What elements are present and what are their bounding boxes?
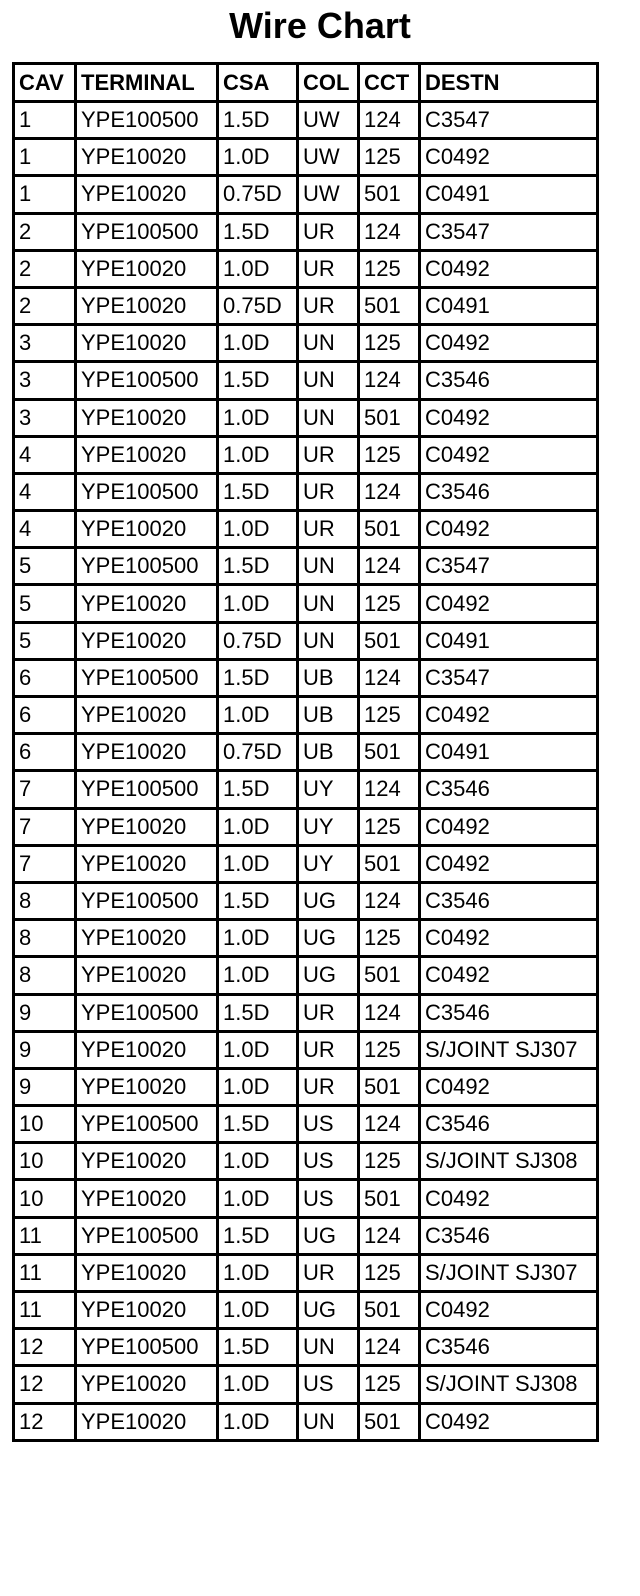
- cell-destn: C3546: [420, 362, 598, 399]
- cell-csa: 1.0D: [218, 845, 298, 882]
- cell-col: UB: [298, 734, 359, 771]
- cell-col: UN: [298, 585, 359, 622]
- cell-cct: 125: [359, 1143, 420, 1180]
- cell-col: UN: [298, 548, 359, 585]
- cell-csa: 1.0D: [218, 511, 298, 548]
- cell-cct: 125: [359, 436, 420, 473]
- table-row: [14, 176, 598, 213]
- cell-destn: C0492: [420, 920, 598, 957]
- cell-destn: C0492: [420, 1403, 598, 1440]
- cell-csa: 1.5D: [218, 362, 298, 399]
- table-row: [14, 139, 598, 176]
- cell-cav: 12: [14, 1366, 76, 1403]
- cell-csa: 1.5D: [218, 102, 298, 139]
- cell-cav: 2: [14, 250, 76, 287]
- page-title: Wire Chart: [229, 5, 411, 46]
- cell-csa: 0.75D: [218, 622, 298, 659]
- cell-terminal: YPE10020: [76, 511, 218, 548]
- cell-cav: 1: [14, 139, 76, 176]
- cell-cct: 125: [359, 1366, 420, 1403]
- cell-cav: 5: [14, 548, 76, 585]
- cell-destn: C0491: [420, 176, 598, 213]
- cell-csa: 1.0D: [218, 957, 298, 994]
- cell-cav: 9: [14, 1068, 76, 1105]
- cell-cav: 8: [14, 920, 76, 957]
- cell-cct: 501: [359, 734, 420, 771]
- cell-terminal: YPE100500: [76, 102, 218, 139]
- cell-terminal: YPE10020: [76, 1031, 218, 1068]
- cell-csa: 0.75D: [218, 287, 298, 324]
- cell-terminal: YPE100500: [76, 1217, 218, 1254]
- cell-cct: 124: [359, 659, 420, 696]
- cell-csa: 1.0D: [218, 697, 298, 734]
- cell-cav: 8: [14, 957, 76, 994]
- header-destn: DESTN: [420, 64, 598, 102]
- cell-cct: 125: [359, 325, 420, 362]
- header-cct: CCT: [359, 64, 420, 102]
- table-row: [14, 213, 598, 250]
- cell-cav: 3: [14, 325, 76, 362]
- table-row: [14, 102, 598, 139]
- cell-col: US: [298, 1366, 359, 1403]
- cell-terminal: YPE10020: [76, 287, 218, 324]
- cell-terminal: YPE10020: [76, 1068, 218, 1105]
- table-row: [14, 473, 598, 510]
- cell-cct: 501: [359, 1068, 420, 1105]
- cell-destn: C0491: [420, 287, 598, 324]
- table-row: [14, 511, 598, 548]
- header-terminal: TERMINAL: [76, 64, 218, 102]
- cell-destn: C3546: [420, 1106, 598, 1143]
- cell-cav: 12: [14, 1329, 76, 1366]
- cell-col: UB: [298, 659, 359, 696]
- cell-col: UG: [298, 957, 359, 994]
- table-row: [14, 920, 598, 957]
- cell-destn: C3546: [420, 771, 598, 808]
- cell-col: UR: [298, 994, 359, 1031]
- cell-col: US: [298, 1180, 359, 1217]
- cell-destn: C3546: [420, 994, 598, 1031]
- cell-cct: 501: [359, 176, 420, 213]
- cell-col: UR: [298, 436, 359, 473]
- cell-destn: C0492: [420, 1180, 598, 1217]
- table-row: [14, 548, 598, 585]
- cell-cav: 7: [14, 771, 76, 808]
- table-row: [14, 659, 598, 696]
- cell-csa: 1.5D: [218, 659, 298, 696]
- table-row: [14, 697, 598, 734]
- cell-terminal: YPE10020: [76, 139, 218, 176]
- cell-csa: 1.5D: [218, 882, 298, 919]
- cell-terminal: YPE10020: [76, 399, 218, 436]
- cell-csa: 1.0D: [218, 399, 298, 436]
- cell-terminal: YPE10020: [76, 1180, 218, 1217]
- cell-destn: C3547: [420, 548, 598, 585]
- cell-terminal: YPE100500: [76, 771, 218, 808]
- cell-cct: 125: [359, 250, 420, 287]
- cell-col: UN: [298, 1329, 359, 1366]
- table-row: [14, 362, 598, 399]
- cell-col: UN: [298, 362, 359, 399]
- cell-terminal: YPE10020: [76, 436, 218, 473]
- cell-col: UR: [298, 250, 359, 287]
- cell-cct: 501: [359, 287, 420, 324]
- cell-csa: 0.75D: [218, 176, 298, 213]
- cell-cav: 4: [14, 473, 76, 510]
- cell-terminal: YPE10020: [76, 325, 218, 362]
- header-col: COL: [298, 64, 359, 102]
- cell-terminal: YPE10020: [76, 1143, 218, 1180]
- cell-terminal: YPE10020: [76, 697, 218, 734]
- cell-terminal: YPE10020: [76, 1366, 218, 1403]
- table-row: [14, 325, 598, 362]
- cell-col: UR: [298, 213, 359, 250]
- cell-cav: 4: [14, 511, 76, 548]
- cell-destn: S/JOINT SJ307: [420, 1254, 598, 1291]
- cell-destn: C0491: [420, 734, 598, 771]
- cell-cct: 125: [359, 139, 420, 176]
- table-row: [14, 845, 598, 882]
- cell-destn: S/JOINT SJ307: [420, 1031, 598, 1068]
- cell-cav: 4: [14, 436, 76, 473]
- table-row: [14, 287, 598, 324]
- cell-terminal: YPE10020: [76, 250, 218, 287]
- cell-csa: 1.5D: [218, 548, 298, 585]
- cell-terminal: YPE100500: [76, 882, 218, 919]
- cell-cct: 501: [359, 622, 420, 659]
- cell-terminal: YPE100500: [76, 1106, 218, 1143]
- cell-col: UW: [298, 176, 359, 213]
- cell-col: UY: [298, 771, 359, 808]
- cell-destn: C0492: [420, 399, 598, 436]
- cell-cav: 1: [14, 102, 76, 139]
- cell-col: UW: [298, 102, 359, 139]
- cell-csa: 1.0D: [218, 585, 298, 622]
- cell-csa: 1.5D: [218, 771, 298, 808]
- cell-cct: 125: [359, 808, 420, 845]
- table-row: [14, 1180, 598, 1217]
- cell-col: UN: [298, 399, 359, 436]
- cell-cav: 10: [14, 1106, 76, 1143]
- cell-cav: 8: [14, 882, 76, 919]
- cell-destn: C3546: [420, 1217, 598, 1254]
- cell-terminal: YPE10020: [76, 176, 218, 213]
- cell-col: UR: [298, 287, 359, 324]
- cell-csa: 0.75D: [218, 734, 298, 771]
- cell-destn: C3546: [420, 1329, 598, 1366]
- cell-terminal: YPE10020: [76, 920, 218, 957]
- cell-terminal: YPE10020: [76, 734, 218, 771]
- cell-cct: 501: [359, 845, 420, 882]
- cell-col: UR: [298, 1254, 359, 1291]
- table-row: [14, 1106, 598, 1143]
- header-cav: CAV: [14, 64, 76, 102]
- table-row: [14, 250, 598, 287]
- cell-cav: 3: [14, 362, 76, 399]
- cell-cct: 501: [359, 1292, 420, 1329]
- cell-csa: 1.0D: [218, 808, 298, 845]
- cell-destn: S/JOINT SJ308: [420, 1143, 598, 1180]
- cell-csa: 1.5D: [218, 213, 298, 250]
- cell-destn: C3547: [420, 659, 598, 696]
- cell-col: UR: [298, 473, 359, 510]
- cell-terminal: YPE10020: [76, 845, 218, 882]
- cell-destn: C0492: [420, 1292, 598, 1329]
- cell-destn: C0492: [420, 250, 598, 287]
- table-row: [14, 808, 598, 845]
- cell-destn: C0492: [420, 957, 598, 994]
- cell-col: UG: [298, 1217, 359, 1254]
- table-row: [14, 1292, 598, 1329]
- table-row: [14, 622, 598, 659]
- cell-cav: 6: [14, 697, 76, 734]
- cell-terminal: YPE100500: [76, 362, 218, 399]
- table-row: [14, 1254, 598, 1291]
- cell-cav: 9: [14, 994, 76, 1031]
- cell-csa: 1.0D: [218, 139, 298, 176]
- cell-csa: 1.0D: [218, 250, 298, 287]
- cell-col: US: [298, 1106, 359, 1143]
- cell-cct: 501: [359, 1403, 420, 1440]
- cell-cct: 124: [359, 994, 420, 1031]
- cell-cav: 5: [14, 622, 76, 659]
- cell-destn: C0492: [420, 808, 598, 845]
- cell-destn: C3547: [420, 102, 598, 139]
- cell-col: UG: [298, 920, 359, 957]
- table-row: [14, 957, 598, 994]
- cell-csa: 1.0D: [218, 325, 298, 362]
- cell-csa: 1.0D: [218, 1403, 298, 1440]
- cell-csa: 1.5D: [218, 1217, 298, 1254]
- table-header-row: [14, 64, 598, 102]
- table-row: [14, 1217, 598, 1254]
- header-csa: CSA: [218, 64, 298, 102]
- cell-destn: C0492: [420, 511, 598, 548]
- cell-cav: 10: [14, 1143, 76, 1180]
- cell-col: UY: [298, 808, 359, 845]
- cell-destn: C0492: [420, 697, 598, 734]
- cell-cav: 2: [14, 287, 76, 324]
- cell-col: UR: [298, 1031, 359, 1068]
- table-row: [14, 882, 598, 919]
- cell-terminal: YPE100500: [76, 659, 218, 696]
- cell-col: UG: [298, 882, 359, 919]
- table-row: [14, 1031, 598, 1068]
- cell-col: UR: [298, 511, 359, 548]
- cell-terminal: YPE100500: [76, 1329, 218, 1366]
- cell-csa: 1.0D: [218, 1068, 298, 1105]
- cell-destn: C0492: [420, 436, 598, 473]
- cell-cct: 501: [359, 511, 420, 548]
- cell-csa: 1.5D: [218, 1106, 298, 1143]
- cell-col: US: [298, 1143, 359, 1180]
- cell-col: UW: [298, 139, 359, 176]
- cell-cav: 11: [14, 1292, 76, 1329]
- cell-cav: 6: [14, 659, 76, 696]
- cell-csa: 1.5D: [218, 473, 298, 510]
- cell-csa: 1.0D: [218, 436, 298, 473]
- cell-cav: 7: [14, 845, 76, 882]
- cell-terminal: YPE10020: [76, 1292, 218, 1329]
- table-row: [14, 1403, 598, 1440]
- cell-col: UN: [298, 325, 359, 362]
- cell-terminal: YPE10020: [76, 957, 218, 994]
- cell-cav: 12: [14, 1403, 76, 1440]
- table-row: [14, 1329, 598, 1366]
- table-row: [14, 771, 598, 808]
- cell-terminal: YPE100500: [76, 473, 218, 510]
- cell-cav: 3: [14, 399, 76, 436]
- cell-cav: 2: [14, 213, 76, 250]
- cell-csa: 1.0D: [218, 1292, 298, 1329]
- cell-cct: 124: [359, 882, 420, 919]
- table-body: [14, 102, 598, 1441]
- cell-terminal: YPE10020: [76, 808, 218, 845]
- table-row: [14, 1143, 598, 1180]
- table-row: [14, 585, 598, 622]
- cell-terminal: YPE100500: [76, 548, 218, 585]
- cell-col: UN: [298, 1403, 359, 1440]
- cell-cav: 6: [14, 734, 76, 771]
- cell-cav: 11: [14, 1254, 76, 1291]
- cell-col: UN: [298, 622, 359, 659]
- cell-cct: 125: [359, 1031, 420, 1068]
- cell-destn: C3547: [420, 213, 598, 250]
- cell-cct: 124: [359, 362, 420, 399]
- cell-csa: 1.0D: [218, 1031, 298, 1068]
- cell-cav: 11: [14, 1217, 76, 1254]
- cell-destn: C0492: [420, 325, 598, 362]
- table-row: [14, 1366, 598, 1403]
- cell-cct: 501: [359, 399, 420, 436]
- cell-cct: 124: [359, 213, 420, 250]
- cell-csa: 1.0D: [218, 1254, 298, 1291]
- cell-csa: 1.0D: [218, 1180, 298, 1217]
- cell-cct: 124: [359, 1106, 420, 1143]
- cell-destn: C0492: [420, 139, 598, 176]
- cell-csa: 1.0D: [218, 1143, 298, 1180]
- cell-terminal: YPE10020: [76, 1254, 218, 1291]
- cell-destn: C0492: [420, 585, 598, 622]
- cell-cct: 124: [359, 102, 420, 139]
- cell-csa: 1.5D: [218, 994, 298, 1031]
- table-row: [14, 436, 598, 473]
- cell-cct: 124: [359, 473, 420, 510]
- cell-terminal: YPE10020: [76, 622, 218, 659]
- wire-chart-table: [12, 62, 599, 1442]
- cell-cav: 1: [14, 176, 76, 213]
- cell-destn: C3546: [420, 882, 598, 919]
- cell-terminal: YPE100500: [76, 213, 218, 250]
- cell-csa: 1.0D: [218, 920, 298, 957]
- table-row: [14, 399, 598, 436]
- cell-cct: 124: [359, 1217, 420, 1254]
- cell-destn: C0491: [420, 622, 598, 659]
- cell-destn: S/JOINT SJ308: [420, 1366, 598, 1403]
- cell-cct: 125: [359, 697, 420, 734]
- table-row: [14, 994, 598, 1031]
- cell-cav: 5: [14, 585, 76, 622]
- cell-cct: 125: [359, 1254, 420, 1291]
- cell-cct: 125: [359, 920, 420, 957]
- cell-cct: 501: [359, 1180, 420, 1217]
- cell-destn: C0492: [420, 1068, 598, 1105]
- cell-cct: 124: [359, 1329, 420, 1366]
- cell-cct: 124: [359, 548, 420, 585]
- cell-cav: 10: [14, 1180, 76, 1217]
- cell-csa: 1.5D: [218, 1329, 298, 1366]
- cell-cct: 124: [359, 771, 420, 808]
- cell-destn: C0492: [420, 845, 598, 882]
- cell-cct: 125: [359, 585, 420, 622]
- table-row: [14, 734, 598, 771]
- cell-terminal: YPE10020: [76, 1403, 218, 1440]
- cell-col: UY: [298, 845, 359, 882]
- cell-csa: 1.0D: [218, 1366, 298, 1403]
- cell-col: UG: [298, 1292, 359, 1329]
- cell-destn: C3546: [420, 473, 598, 510]
- cell-terminal: YPE100500: [76, 994, 218, 1031]
- cell-col: UB: [298, 697, 359, 734]
- table-row: [14, 1068, 598, 1105]
- cell-cav: 7: [14, 808, 76, 845]
- cell-cct: 501: [359, 957, 420, 994]
- cell-col: UR: [298, 1068, 359, 1105]
- cell-terminal: YPE10020: [76, 585, 218, 622]
- cell-cav: 9: [14, 1031, 76, 1068]
